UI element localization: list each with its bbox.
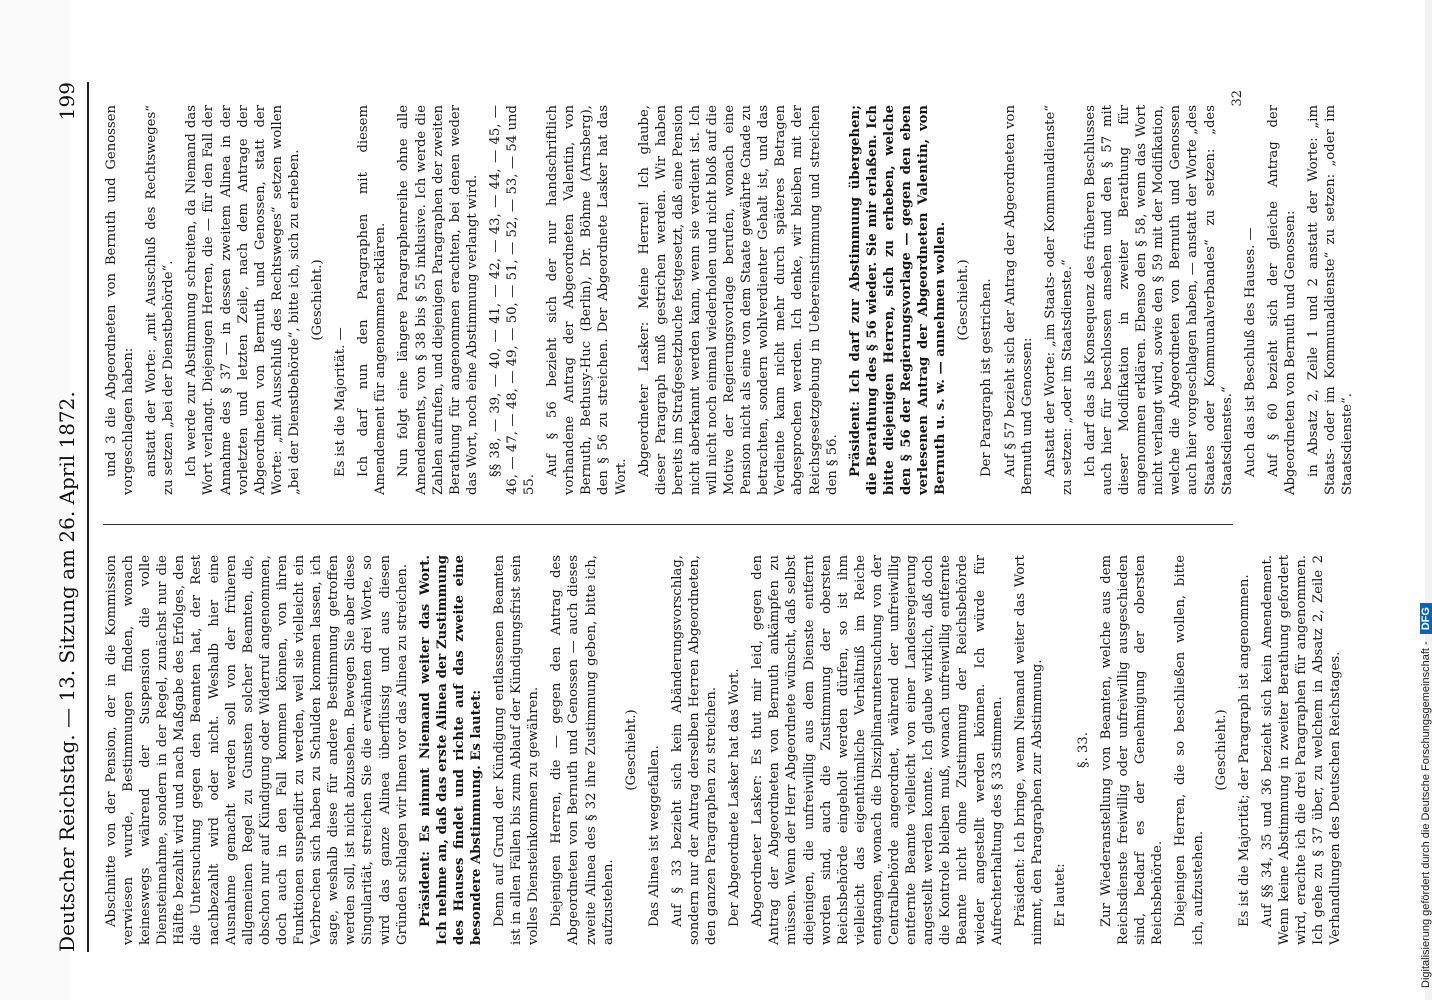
column-divider	[103, 524, 1233, 525]
paragraph: Auf § 33 bezieht sich kein Abänderungsvorschlag, sondern nur der Antrag derselben Herren Abgeordneten, den ganzen Paragraphen zu streichen.	[669, 555, 720, 945]
digitization-credit	[1420, 603, 1432, 988]
paragraph: Präsident: Ich bringe, wenn Niemand weiter das Wort nimmt, den Paragraphen zur Abstimmung.	[1012, 555, 1045, 945]
paragraph: Der Abgeordnete Lasker hat das Wort.	[727, 668, 743, 927]
paragraph: Diejenigen Herren, die — gegen den Antrag des Abgeordneten von Bernuth und Genossen — auch dieses zweite Alinea des § 32 ihre Zustimmung geben, bitte ich, aufzustehen.	[549, 555, 616, 945]
page-header	[47, 82, 89, 952]
paragraph: Es ist die Majorität; der Paragraph ist angenommen.	[1236, 574, 1252, 927]
paragraph: Denn auf Grund der Kündigung entlassenen Beamten ist in allen Fällen bis zum Ablauf der Kündigungsfrist sein volles Diensteinkommen zu gewähren.	[492, 555, 542, 945]
paragraph: (Geschieht.)	[956, 259, 972, 341]
credit-text: Digitalisierung gefördert durch die Deutsche Forschungsgemeinschaft -	[1420, 638, 1432, 988]
paragraph: Auf § 56 bezieht sich der nur handschriftlich vorhandene Antrag der Abgeordneten Valentin, von Bernuth, Bethusy-Huc (Berlin), Dr. Böhme (Arnsberg), den § 56 zu streichen. Der Abgeordnete Lasker hat das Wort.	[545, 105, 629, 495]
signature-number: 32	[1230, 90, 1245, 107]
paragraph: Präsident: Es nimmt Niemand weiter das Wort. Ich nehme an, daß das erste Alinea der Zustimmung des Hauses findet und richte auf das zweite eine besondere Abstimmung. Es lautet:	[417, 555, 484, 945]
page-number: 199	[55, 82, 79, 121]
paragraph: Es ist die Majorität. —	[333, 327, 349, 477]
paragraph: (Geschieht.)	[623, 709, 639, 791]
paragraph: Auf § 60 bezieht sich der gleiche Antrag der Abgeordneten von Bernuth und Genossen:	[1265, 105, 1298, 495]
digitization-sidebar	[1392, 0, 1432, 1000]
paragraph: Abschnitte von der Pension, der in die Kommission verwiesen wurde, Bestimmungen finden, wonach keineswegs während der Suspension die volle Diensteinnahme, sondern in der Regel, zunächst nur die Hälfte bezahlt wird und nach Maßgabe des Erfolges, den die Untersuchung gegen den Beamten hat, der Rest nachbezahlt wird oder nicht. Weshalb hier eine Ausnahme gemacht werden soll von der früheren allgemeinen Regel zu Gunsten solcher Beamten, die, obschon nur auf Kündigung oder Widerruf angenommen, doch auch in den Fall kommen können, von ihren Funktionen suspendirt zu werden, weil sie vielleicht ein Verbrechen sich haben zu Schulden kommen lassen, ich sage, weshalb diese für andere Bestimmung getroffen werden soll, ist nicht abzusehen. Bewegen Sie aber diese Singularität, streichen Sie die erwähnten drei Worte, so wird das ganze Alinea überflüssig und aus diesen Gründen schlagen wir Ihnen vor das Alinea zu streichen.	[104, 555, 410, 945]
paragraph: in Absatz 2, Zeile 1 und 2 anstatt der Worte: „im Staats- oder im Kommunaldienste“ zu setzen: „oder im Staatsdienste“.	[1306, 105, 1356, 495]
paragraph: Er lautet:	[1052, 863, 1068, 927]
paragraph: Diejenigen Herren, die so beschließen wollen, bitte ich, aufzustehen.	[1173, 555, 1206, 945]
paragraph: Das Alinea ist weggefallen.	[646, 745, 662, 927]
paragraph: Präsident: Ich darf zur Abstimmung übergehen; die Berathung des § 56 wieder. Sie mir erlaßen. Ich bitte diejenigen Herren, sich zu erheben, welche den § 56 der Regierungsvorlage — gegen den eben verlesenen Antrag der Abgeordneten Valentin, von Bernuth u. s. w. — annehmen wollen.	[847, 105, 949, 495]
paragraph: Auf §§ 34, 35 und 36 bezieht sich kein Amendement. Wenn keine Abstimmung in zweiter Berathung gefordert wird, erachte ich die drei Paragraphen für angenommen. Ich gehe zu § 37 über, zu welchem in Absatz 2, Zeile 2 Verhandlungen des Deutschen Reichstages.	[1259, 555, 1344, 945]
running-title: Deutscher Reichstag. — 13. Sitzung am 26. April 1872.	[55, 391, 79, 952]
left-column	[103, 555, 1350, 945]
paragraph: anstatt der Worte: „mit Ausschluß des Rechtsweges“ zu setzen „bei der Dienstbehörde“.	[144, 105, 177, 495]
paragraph: Auf § 57 bezieht sich der Antrag der Abgeordneten von Bernuth und Genossen:	[1002, 105, 1035, 495]
paragraph: Der Paragraph ist gestrichen.	[979, 278, 995, 477]
section-heading: §. 33.	[1075, 732, 1091, 768]
right-column	[103, 105, 1362, 495]
paragraph: (Geschieht.)	[310, 259, 326, 341]
paragraph: Ich darf das als Konsequenz des früheren Beschlusses auch hier für beschlossen ansehen und den § 57 mit dieser Modifikation in zweiter Berathung für angenommen erklären. Ebenso den § 58, wenn das Wort nicht verlangt wird, sowie den § 59 mit der Modifikation, welche die Abgeordneten von Bernuth und Genossen auch hier vorgeschlagen haben, — anstatt der Worte „des Staates oder Kommunalverbandes“ zu setzen: „des Staatsdienstes.“	[1082, 105, 1235, 495]
paragraph: §§ 38, — 39, — 40, — 41, — 42, — 43, — 44, — 45, — 46, — 47, — 48, — 49, — 50, — 51, — 52, — 53, — 54 und 55.	[487, 105, 538, 495]
paragraph: Ich werde zur Abstimmung schreiten, da Niemand das Wort verlangt. Diejenigen Herren, die — für den Fall der Annahme des § 37 — in dessen zweitem Alinea in der vorletzten und letzten Zeile, nach dem Antrage der Abgeordneten von Bernuth und Genossen, statt der Worte: „mit Ausschluß des Rechtsweges“ setzen wollen „bei der Dienstbehörde“, bitte ich, sich zu erheben.	[184, 105, 302, 495]
dfg-logo: DFG	[1420, 603, 1432, 634]
paragraph: Nun folgt eine längere Paragraphenreihe ohne alle Amendements, von § 38 bis § 55 inklusive. Ich werde die Zahlen aufrufen, und diejenigen Paragraphen der zweiten Berathung für angenommen erachten, bei denen weder das Wort, noch eine Abstimmung verlangt wird.	[396, 105, 480, 495]
paragraph: Ich darf nun den Paragraphen mit diesem Amendement für angenommen erklären.	[356, 105, 389, 495]
rotated-page-content	[35, 50, 1356, 980]
paragraph: Anstatt der Worte: „im Staats- oder Kommunaldienste“ zu setzen: „oder im Staatsdienste.“	[1042, 105, 1075, 495]
paragraph: (Geschieht.)	[1213, 709, 1229, 791]
paragraph: Zur Wiederanstellung von Beamten, welche aus dem Reichsdienste freiwillig oder unfreiwillig ausgeschieden sind, bedarf es der Genehmigung der obersten Reichsbehörde.	[1099, 555, 1166, 945]
paragraph: Abgeordneter Lasker: Meine Herren! Ich glaube, dieser Paragraph muß gestrichen werden. Wir haben bereits im Strafgesetzbuche festgesetzt, daß eine Pension nicht aberkannt werden kann, wenn sie verdient ist. Ich will nicht noch einmal wiederholen und nicht bloß auf die Motive der Regierungsvorlage berufen, wonach eine Pension nicht als eine von dem Staate gewährte Gnade zu betrachten, sondern wohlverdienter Gehalt ist, und das Verdiente kann nicht mehr durch späteres Betragen abgesprochen werden. Ich denke, wir bleiben mit der Reichsgesetzgebung in Uebereinstimmung und streichen den § 56.	[636, 105, 840, 495]
paragraph: Auch das ist Beschluß des Hauses. —	[1242, 227, 1258, 477]
paragraph: Abgeordneter Lasker: Es thut mir leid, gegen den Antrag der Abgeordneten von Bernuth ankämpfen zu müssen. Wenn der Herr Abgeordnete wünscht, daß selbst diejenigen, die unfreiwillig aus dem Dienste entfernt worden sind, auch die Zustimmung der obersten Reichsbehörde eingeholt werden dürfen, so ist ihm vielleicht das eigenthümliche Verhältniß im Reiche entgangen, wonach die Disziplinaruntersuchung von der Centralbehörde angeordnet, während der unfreiwillig entfernte Beamte vielleicht von einer Landesregierung angestellt werden konnte. Ich glaube wirklich, daß doch die Kontrole bleiben muß, wonach unfreiwillig entfernte Beamte nicht ohne Zustimmung der Reichsbehörde wieder angestellt werden können. Ich würde für Aufrechterhaltung des § 33 stimmen.	[750, 555, 1005, 945]
paragraph: und 3 die Abgeordneten von Bernuth und Genossen vorgeschlagen haben:	[104, 105, 137, 495]
